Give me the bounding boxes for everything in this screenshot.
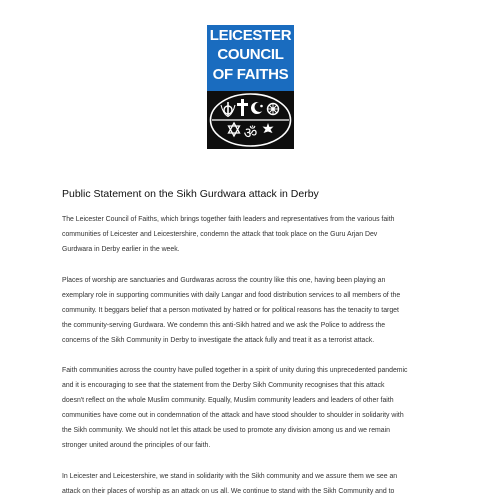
paragraph-line: communities have come out in condemnation of the attack and have stood shoulder to shoulder in solidarity with bbox=[62, 412, 404, 419]
crescent-star-icon bbox=[251, 102, 265, 114]
faith-symbols-emblem bbox=[207, 91, 294, 149]
paragraph-line: The Leicester Council of Faiths, which brings together faith leaders and representatives from the various faith bbox=[62, 216, 395, 223]
paragraph-line: stronger united around the principles of our faith. bbox=[62, 442, 211, 449]
paragraph-4 bbox=[62, 469, 444, 499]
dharma-wheel-icon bbox=[268, 104, 279, 115]
svg-text:ॐ: ॐ bbox=[243, 124, 258, 142]
logo-line-1: LEICESTER bbox=[209, 27, 292, 44]
paragraph-line: Gurdwara in Derby earlier in the week. bbox=[62, 246, 180, 253]
paragraph-2 bbox=[62, 273, 444, 348]
star-of-david-icon bbox=[229, 123, 240, 136]
logo-title-panel bbox=[207, 25, 294, 91]
om-icon bbox=[244, 124, 258, 142]
paragraph-line: Places of worship are sanctuaries and Gurdwaras across the country like this one, having been playing an bbox=[62, 277, 386, 284]
paragraph-1 bbox=[62, 212, 444, 257]
logo-line-3: OF FAITHS bbox=[212, 66, 289, 83]
paragraph-line: In Leicester and Leicestershire, we stand in solidarity with the Sikh community and we assure them we see an bbox=[62, 473, 398, 480]
paragraph-line: attack on their places of worship as an attack on us all. We continue to stand with the Sikh Community and to bbox=[62, 488, 395, 495]
paragraph-line: communities of Leicester and Leicestershire, condemn the attack that took place on the Guru Arjan Dev bbox=[62, 231, 378, 238]
paragraph-line: and it is encouraging to see that the statement from the Derby Sikh Community recognises that this attack bbox=[62, 382, 385, 389]
cross-icon bbox=[237, 99, 248, 116]
baha-star-icon bbox=[263, 123, 274, 133]
paragraph-line: community. It beggars belief that a person motivated by hatred or for political reasons has the tenacity to target bbox=[62, 307, 399, 314]
paragraph-line: the community-serving Gurdwara. We condemn this anti-Sikh hatred and we ask the Police to address the bbox=[62, 322, 386, 329]
paragraph-line: the Sikh community. We should not let this attack be used to promote any division among us and we remain bbox=[62, 427, 390, 434]
logo-line-2: COUNCIL bbox=[217, 46, 284, 63]
paragraph-line: doesn't reflect on the whole Muslim community. Equally, Muslim community leaders and leaders of other faith bbox=[62, 397, 394, 404]
paragraph-3 bbox=[62, 363, 444, 453]
leicester-council-of-faiths-logo bbox=[207, 25, 294, 149]
paragraph-line: concerns of the Sikh Community in Derby to investigate the attack fully and treat it as a terrorist attack. bbox=[62, 337, 375, 344]
paragraph-line: exemplary role in supporting communities with daily Langar and food distribution services to all members of the bbox=[62, 292, 401, 299]
khanda-icon bbox=[221, 102, 235, 117]
statement-title: Public Statement on the Sikh Gurdwara attack in Derby bbox=[62, 188, 319, 200]
logo-symbols-panel bbox=[207, 91, 294, 149]
paragraph-line: Faith communities across the country have pulled together in a spirit of unity during this unprecedented pandemic bbox=[62, 367, 408, 374]
